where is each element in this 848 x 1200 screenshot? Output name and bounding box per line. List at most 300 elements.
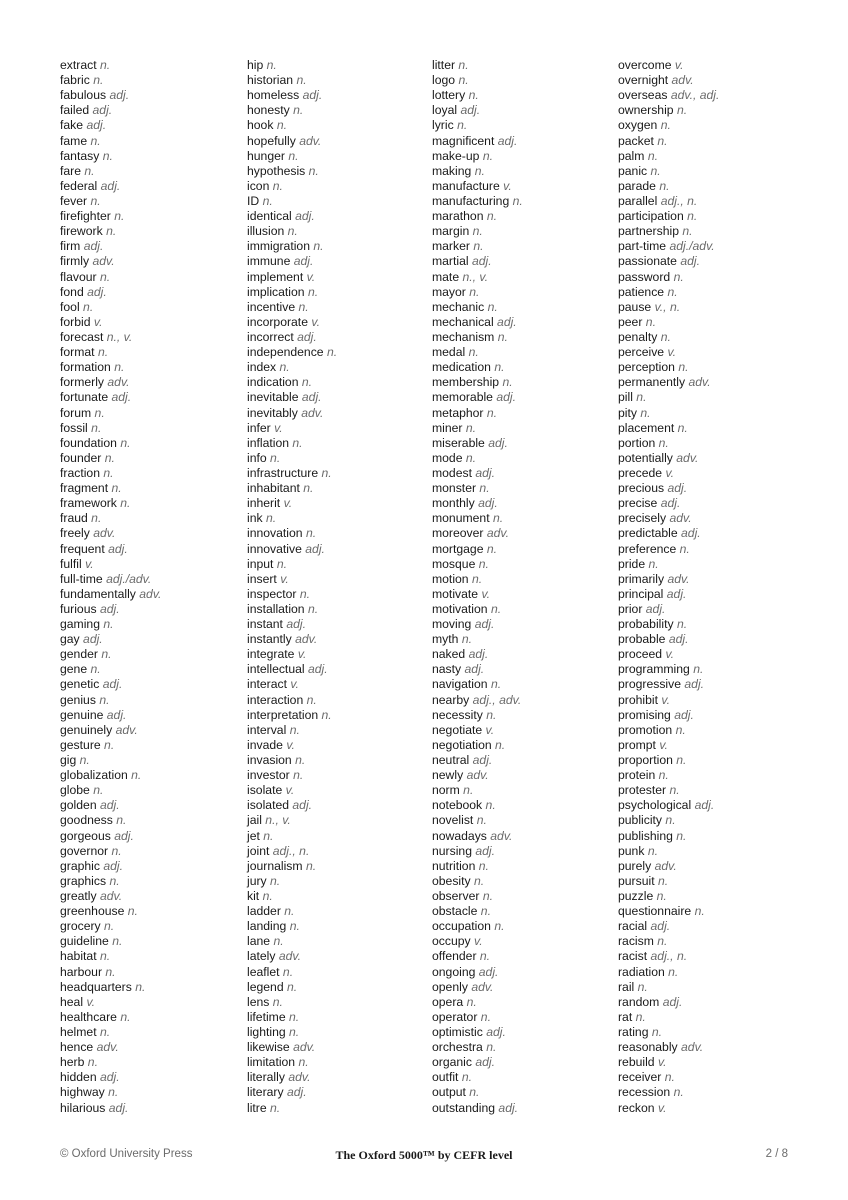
headword: fool bbox=[60, 299, 80, 314]
headword: membership bbox=[432, 375, 500, 390]
word-entry bbox=[247, 677, 427, 692]
word-entry bbox=[247, 118, 427, 133]
word-entry bbox=[618, 934, 798, 949]
word-entry bbox=[247, 481, 427, 496]
word-entry bbox=[247, 798, 427, 813]
headword: incentive bbox=[247, 299, 296, 314]
word-entry bbox=[432, 632, 612, 647]
part-of-speech: adj. bbox=[650, 919, 671, 934]
headword: optimistic bbox=[432, 1025, 483, 1039]
word-entry bbox=[618, 995, 798, 1010]
part-of-speech: adv. bbox=[288, 1070, 311, 1085]
part-of-speech: n. bbox=[675, 722, 686, 737]
part-of-speech: n. bbox=[473, 239, 484, 254]
word-entry bbox=[247, 526, 427, 541]
part-of-speech: n. bbox=[270, 450, 281, 465]
part-of-speech: n. bbox=[677, 420, 688, 435]
part-of-speech: n. bbox=[635, 1009, 646, 1024]
part-of-speech: adj. bbox=[497, 314, 517, 329]
word-entry bbox=[247, 421, 427, 436]
headword: leaflet bbox=[247, 964, 280, 979]
word-entry bbox=[60, 118, 240, 133]
part-of-speech: adj. bbox=[109, 88, 130, 103]
part-of-speech: n. bbox=[469, 284, 480, 299]
word-entry bbox=[618, 134, 798, 149]
word-entry bbox=[432, 829, 612, 844]
word-entry bbox=[618, 572, 798, 587]
word-entry bbox=[432, 375, 612, 390]
headword: ladder bbox=[247, 904, 281, 919]
part-of-speech: adj. bbox=[645, 601, 666, 616]
headword: fabulous bbox=[60, 88, 107, 103]
headword: outfit bbox=[432, 1070, 459, 1085]
headword: mayor bbox=[432, 284, 466, 299]
headword: fossil bbox=[60, 420, 88, 435]
part-of-speech: adj. bbox=[497, 133, 518, 148]
word-entry bbox=[618, 1101, 798, 1116]
word-entry bbox=[60, 239, 240, 254]
word-entry bbox=[432, 149, 612, 164]
word-entry bbox=[618, 844, 798, 859]
part-of-speech: n. bbox=[99, 1025, 111, 1039]
word-entry bbox=[60, 557, 240, 572]
part-of-speech: v. bbox=[485, 722, 495, 737]
word-entry bbox=[247, 1025, 427, 1040]
headword: fare bbox=[60, 163, 82, 178]
word-entry bbox=[60, 859, 240, 874]
word-entry bbox=[247, 73, 427, 88]
word-entry bbox=[432, 496, 612, 511]
part-of-speech: n. bbox=[127, 904, 138, 919]
part-of-speech: n. bbox=[494, 919, 505, 934]
word-entry bbox=[60, 1055, 240, 1070]
headword: input bbox=[247, 556, 274, 571]
part-of-speech: n. bbox=[657, 873, 669, 888]
word-entry bbox=[432, 270, 612, 285]
word-entry bbox=[60, 209, 240, 224]
headword: prior bbox=[618, 601, 643, 616]
part-of-speech: n. bbox=[658, 768, 669, 783]
part-of-speech: n. bbox=[90, 662, 101, 677]
headword: heal bbox=[60, 994, 84, 1009]
part-of-speech: n. bbox=[276, 556, 287, 571]
word-entry bbox=[618, 587, 798, 602]
headword: lifetime bbox=[247, 1009, 286, 1024]
word-entry bbox=[618, 149, 798, 164]
part-of-speech: n. bbox=[647, 148, 658, 163]
part-of-speech: adj. bbox=[475, 843, 496, 858]
part-of-speech: n. bbox=[282, 964, 294, 979]
page-number: 2 / 8 bbox=[765, 1148, 788, 1160]
headword: nasty bbox=[432, 662, 462, 677]
part-of-speech: n. bbox=[306, 692, 317, 707]
part-of-speech: n. bbox=[326, 345, 338, 360]
headword: miserable bbox=[432, 435, 485, 450]
headword: greenhouse bbox=[60, 904, 125, 919]
headword: perception bbox=[618, 360, 675, 375]
headword: gesture bbox=[60, 737, 101, 752]
headword: joint bbox=[247, 843, 270, 858]
headword: highway bbox=[60, 1085, 105, 1100]
part-of-speech: adj. bbox=[100, 178, 121, 193]
headword: fraud bbox=[60, 511, 88, 526]
headword: litre bbox=[247, 1100, 267, 1115]
part-of-speech: n. bbox=[313, 239, 324, 254]
word-entry bbox=[60, 693, 240, 708]
headword: radiation bbox=[618, 964, 665, 979]
word-entry bbox=[247, 406, 427, 421]
word-entry bbox=[247, 829, 427, 844]
word-entry bbox=[247, 315, 427, 330]
part-of-speech: n. bbox=[490, 677, 502, 692]
headword: monthly bbox=[432, 496, 475, 511]
headword: nursing bbox=[432, 843, 472, 858]
part-of-speech: adv. bbox=[293, 1040, 316, 1055]
headword: herb bbox=[60, 1055, 85, 1070]
word-entry bbox=[247, 617, 427, 632]
word-entry bbox=[432, 285, 612, 300]
part-of-speech: adv. bbox=[490, 828, 513, 843]
part-of-speech: adj. bbox=[496, 390, 517, 405]
headword: racism bbox=[618, 934, 654, 949]
headword: promising bbox=[618, 707, 671, 722]
word-entry bbox=[432, 481, 612, 496]
headword: marathon bbox=[432, 209, 484, 224]
part-of-speech: adj. bbox=[295, 209, 315, 224]
part-of-speech: n. bbox=[91, 511, 102, 526]
headword: moving bbox=[432, 617, 472, 632]
part-of-speech: n. bbox=[658, 435, 669, 450]
word-entry bbox=[432, 1101, 612, 1116]
part-of-speech: n. bbox=[272, 994, 283, 1009]
part-of-speech: adj., n. bbox=[650, 949, 688, 964]
part-of-speech: n. bbox=[664, 1070, 675, 1085]
word-entry bbox=[60, 723, 240, 738]
headword: index bbox=[247, 360, 277, 375]
part-of-speech: n. bbox=[492, 511, 504, 526]
word-entry bbox=[618, 632, 798, 647]
part-of-speech: adj. bbox=[464, 662, 485, 677]
part-of-speech: n. bbox=[266, 58, 277, 72]
headword: hilarious bbox=[60, 1100, 106, 1115]
headword: preference bbox=[618, 541, 677, 556]
headword: newly bbox=[432, 768, 464, 783]
part-of-speech: n. bbox=[299, 586, 311, 601]
headword: monster bbox=[432, 481, 477, 496]
headword: inflation bbox=[247, 435, 290, 450]
word-entry bbox=[618, 88, 798, 103]
part-of-speech: n. bbox=[272, 178, 283, 193]
part-of-speech: n. bbox=[479, 481, 490, 496]
headword: habitat bbox=[60, 949, 97, 964]
part-of-speech: n. bbox=[457, 118, 468, 133]
headword: pause bbox=[618, 299, 652, 314]
word-entry bbox=[60, 632, 240, 647]
headword: icon bbox=[247, 178, 270, 193]
word-entry bbox=[432, 768, 612, 783]
word-entry bbox=[247, 919, 427, 934]
word-entry bbox=[247, 708, 427, 723]
part-of-speech: n. bbox=[116, 813, 127, 828]
part-of-speech: v. bbox=[665, 465, 675, 480]
headword: graphics bbox=[60, 873, 107, 888]
word-entry bbox=[432, 179, 612, 194]
part-of-speech: n. bbox=[273, 934, 284, 949]
headword: litter bbox=[432, 58, 456, 72]
part-of-speech: n. bbox=[279, 360, 290, 375]
part-of-speech: n. bbox=[90, 133, 101, 148]
word-entry bbox=[432, 965, 612, 980]
word-entry bbox=[432, 164, 612, 179]
part-of-speech: n. bbox=[494, 360, 505, 375]
headword: honesty bbox=[247, 103, 290, 118]
part-of-speech: v. bbox=[674, 58, 684, 72]
word-entry bbox=[432, 1025, 612, 1040]
word-entry bbox=[247, 254, 427, 269]
word-entry bbox=[60, 406, 240, 421]
word-entry bbox=[618, 179, 798, 194]
headword: openly bbox=[432, 979, 468, 994]
part-of-speech: n. bbox=[289, 722, 300, 737]
headword: rebuild bbox=[618, 1055, 655, 1070]
part-of-speech: n. bbox=[461, 632, 472, 647]
part-of-speech: adv., adj. bbox=[670, 88, 720, 103]
headword: gene bbox=[60, 662, 88, 677]
part-of-speech: n. bbox=[482, 148, 493, 163]
headword: margin bbox=[432, 224, 470, 239]
part-of-speech: n. bbox=[114, 360, 125, 375]
part-of-speech: v., n. bbox=[654, 299, 681, 314]
word-entry bbox=[247, 345, 427, 360]
part-of-speech: n. bbox=[99, 949, 111, 964]
part-of-speech: n. bbox=[478, 556, 489, 571]
part-of-speech: adj. bbox=[102, 677, 123, 692]
word-entry bbox=[432, 239, 612, 254]
headword: jail bbox=[247, 813, 262, 828]
headword: likewise bbox=[247, 1040, 290, 1055]
part-of-speech: adj. bbox=[100, 1070, 120, 1085]
headword: implement bbox=[247, 269, 304, 284]
part-of-speech: n. bbox=[101, 647, 112, 662]
headword: infrastructure bbox=[247, 465, 319, 480]
part-of-speech: adj. bbox=[92, 103, 113, 118]
word-entry bbox=[60, 1101, 240, 1116]
headword: promotion bbox=[618, 722, 673, 737]
word-entry bbox=[618, 557, 798, 572]
part-of-speech: n. bbox=[694, 904, 705, 919]
headword: probable bbox=[618, 632, 666, 647]
word-entry bbox=[60, 1025, 240, 1040]
part-of-speech: n. bbox=[105, 964, 116, 979]
word-entry bbox=[60, 1085, 240, 1100]
word-entry bbox=[60, 934, 240, 949]
headword: formation bbox=[60, 360, 111, 375]
headword: furious bbox=[60, 601, 97, 616]
headword: invasion bbox=[247, 753, 292, 768]
headword: notebook bbox=[432, 798, 483, 813]
word-entry bbox=[432, 587, 612, 602]
part-of-speech: n. bbox=[262, 889, 273, 904]
word-entry bbox=[432, 254, 612, 269]
word-entry bbox=[618, 602, 798, 617]
part-of-speech: n. bbox=[262, 193, 273, 208]
headword: password bbox=[618, 269, 671, 284]
headword: ID bbox=[247, 193, 260, 208]
part-of-speech: adj. bbox=[286, 617, 306, 632]
part-of-speech: adv. bbox=[466, 768, 489, 783]
part-of-speech: adv. bbox=[278, 949, 301, 964]
part-of-speech: n. bbox=[93, 73, 104, 88]
headword: genuine bbox=[60, 707, 104, 722]
part-of-speech: adj. bbox=[684, 677, 705, 692]
word-entry bbox=[60, 511, 240, 526]
part-of-speech: n. bbox=[298, 1055, 309, 1070]
headword: framework bbox=[60, 496, 117, 511]
headword: indication bbox=[247, 375, 299, 390]
headword: proportion bbox=[618, 753, 673, 768]
part-of-speech: n. bbox=[673, 1085, 684, 1100]
part-of-speech: v. bbox=[86, 994, 96, 1009]
word-entry bbox=[432, 995, 612, 1010]
part-of-speech: n. bbox=[99, 58, 111, 72]
headword: federal bbox=[60, 178, 98, 193]
part-of-speech: v. bbox=[283, 496, 293, 511]
headword: illusion bbox=[247, 224, 285, 239]
word-entry bbox=[247, 209, 427, 224]
word-entry bbox=[60, 677, 240, 692]
part-of-speech: adv. bbox=[96, 1040, 119, 1055]
part-of-speech: n. bbox=[676, 753, 687, 768]
part-of-speech: n. bbox=[265, 511, 277, 526]
word-entry bbox=[60, 481, 240, 496]
part-of-speech: n. bbox=[485, 798, 496, 813]
part-of-speech: adv. bbox=[99, 889, 123, 904]
word-entry bbox=[432, 118, 612, 133]
part-of-speech: n. bbox=[497, 329, 508, 344]
headword: publicity bbox=[618, 813, 663, 828]
word-entry bbox=[618, 904, 798, 919]
headword: mechanical bbox=[432, 314, 494, 329]
part-of-speech: n. bbox=[693, 662, 704, 677]
part-of-speech: n. bbox=[94, 405, 105, 420]
word-entry bbox=[432, 209, 612, 224]
headword: memorable bbox=[432, 390, 493, 405]
part-of-speech: adj. bbox=[471, 254, 492, 269]
headword: purely bbox=[618, 858, 652, 873]
headword: myth bbox=[432, 632, 459, 647]
part-of-speech: n. bbox=[287, 224, 298, 239]
word-entry bbox=[618, 1085, 798, 1100]
part-of-speech: n. bbox=[97, 345, 109, 360]
part-of-speech: adj. bbox=[87, 284, 107, 299]
word-entry bbox=[60, 194, 240, 209]
headword: pursuit bbox=[618, 873, 655, 888]
headword: interact bbox=[247, 677, 287, 692]
part-of-speech: n. bbox=[321, 465, 332, 480]
part-of-speech: adj. bbox=[302, 88, 323, 103]
headword: overcome bbox=[618, 58, 672, 72]
part-of-speech: n. bbox=[287, 979, 298, 994]
word-entry bbox=[618, 617, 798, 632]
word-entry bbox=[618, 239, 798, 254]
headword: potentially bbox=[618, 450, 673, 465]
part-of-speech: adj. bbox=[478, 496, 498, 511]
headword: landing bbox=[247, 919, 287, 934]
part-of-speech: n. bbox=[650, 163, 661, 178]
word-entry bbox=[432, 345, 612, 360]
headword: gay bbox=[60, 632, 80, 647]
word-entry bbox=[618, 768, 798, 783]
word-entry bbox=[618, 481, 798, 496]
headword: pity bbox=[618, 405, 637, 420]
word-entry bbox=[247, 134, 427, 149]
part-of-speech: n. bbox=[293, 768, 304, 783]
word-entry bbox=[247, 1010, 427, 1025]
headword: intellectual bbox=[247, 662, 305, 677]
part-of-speech: n. bbox=[289, 919, 300, 934]
headword: frequent bbox=[60, 541, 105, 556]
headword: fond bbox=[60, 284, 84, 299]
headword: output bbox=[432, 1085, 466, 1100]
headword: fantasy bbox=[60, 148, 100, 163]
word-entry bbox=[618, 285, 798, 300]
part-of-speech: n. bbox=[487, 299, 498, 314]
part-of-speech: adv. bbox=[671, 73, 694, 88]
part-of-speech: n. bbox=[90, 193, 101, 208]
word-entry bbox=[618, 859, 798, 874]
part-of-speech: n. bbox=[120, 1009, 131, 1024]
part-of-speech: n. bbox=[305, 526, 317, 541]
headword: gorgeous bbox=[60, 828, 111, 843]
headword: loyal bbox=[432, 103, 458, 118]
headword: inherit bbox=[247, 496, 281, 511]
headword: palm bbox=[618, 148, 645, 163]
word-entry bbox=[247, 103, 427, 118]
word-entry bbox=[60, 708, 240, 723]
part-of-speech: n. bbox=[660, 118, 671, 133]
part-of-speech: n. bbox=[645, 314, 656, 329]
headword: infer bbox=[247, 420, 271, 435]
headword: nutrition bbox=[432, 858, 476, 873]
headword: inevitably bbox=[247, 405, 298, 420]
headword: goodness bbox=[60, 813, 113, 828]
headword: questionnaire bbox=[618, 904, 692, 919]
part-of-speech: adj. bbox=[100, 798, 120, 813]
word-entry bbox=[60, 662, 240, 677]
headword: ink bbox=[247, 511, 263, 526]
word-entry bbox=[432, 844, 612, 859]
word-entry bbox=[247, 557, 427, 572]
word-entry bbox=[247, 1040, 427, 1055]
headword: monument bbox=[432, 511, 490, 526]
word-entry bbox=[432, 330, 612, 345]
part-of-speech: n. bbox=[490, 601, 502, 616]
part-of-speech: n. bbox=[472, 224, 483, 239]
word-entry bbox=[60, 58, 240, 73]
headword: passionate bbox=[618, 254, 677, 269]
headword: golden bbox=[60, 798, 97, 813]
part-of-speech: n. bbox=[657, 133, 668, 148]
word-entry bbox=[618, 965, 798, 980]
part-of-speech: n. bbox=[668, 964, 679, 979]
word-entry bbox=[432, 511, 612, 526]
headword: incorrect bbox=[247, 329, 294, 344]
word-entry bbox=[247, 934, 427, 949]
word-entry bbox=[618, 73, 798, 88]
word-entry bbox=[432, 1085, 612, 1100]
headword: primarily bbox=[618, 571, 665, 586]
part-of-speech: n. bbox=[263, 828, 274, 843]
